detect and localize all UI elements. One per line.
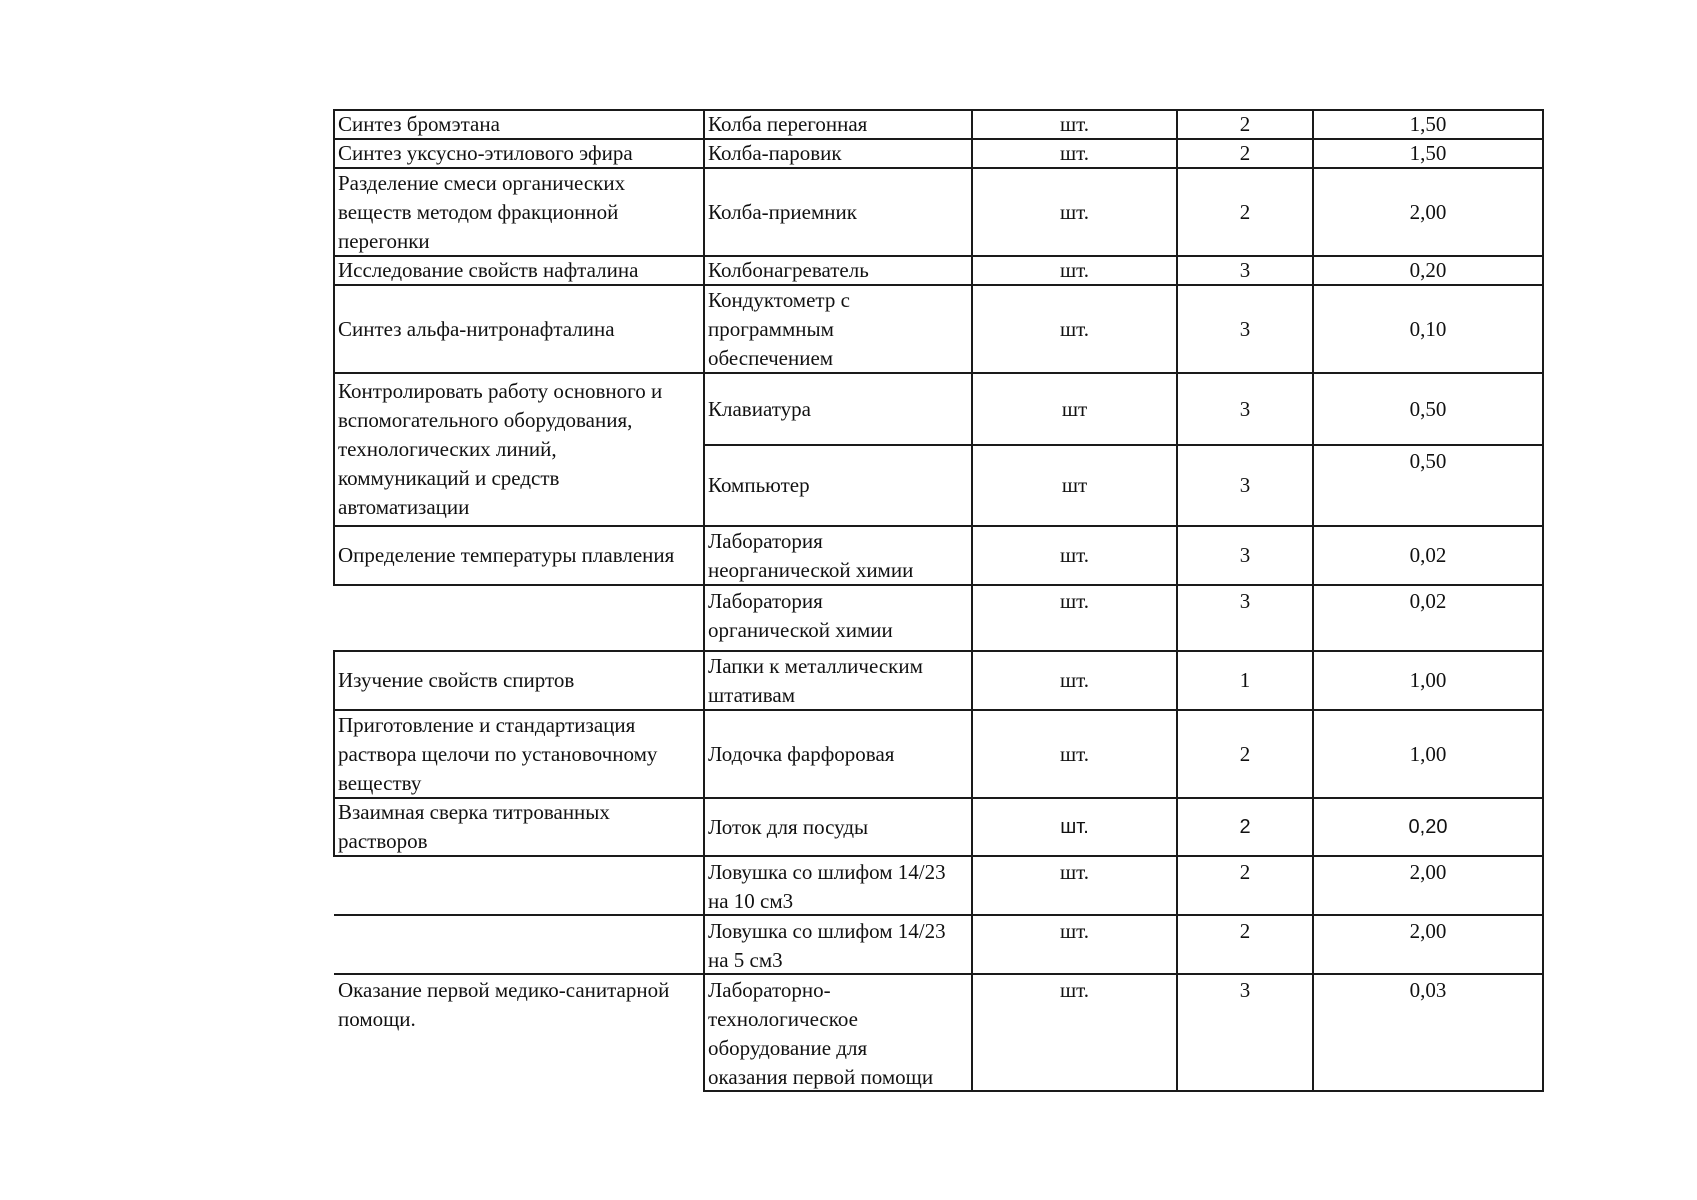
table-cell-item: Лабораторно- технологическое оборудование для оказания первой помощи <box>708 978 934 1089</box>
table-cell-item: Колба-приемник <box>708 199 857 224</box>
table-cell-level: 3 <box>1239 258 1251 282</box>
table-cell-unit: шт. <box>1059 741 1090 766</box>
table-cell-level: 3 <box>1239 978 1251 1002</box>
table-cell-unit: шт <box>1061 473 1088 497</box>
table-cell-work: Синтез альфа-нитронафталина <box>338 316 615 341</box>
table-cell-level: 2 <box>1239 141 1251 165</box>
table-cell-unit: шт. <box>1059 141 1090 165</box>
table-border <box>704 1090 1543 1092</box>
table-cell-level: 2 <box>1239 815 1251 838</box>
table-cell-item: Колбонагреватель <box>708 258 869 282</box>
table-border <box>334 525 1543 527</box>
table-cell-qty: 0,10 <box>1409 316 1447 341</box>
table-cell-item: Лодочка фарфоровая <box>708 741 895 766</box>
table-border <box>334 284 1543 286</box>
table-cell-unit: шт. <box>1059 978 1090 1002</box>
table-cell-work: Разделение смеси органических веществ методом фракционной перегонки <box>338 170 626 253</box>
table-cell-qty: 1,00 <box>1409 668 1447 692</box>
table-cell-item: Лапки к металлическим штативам <box>708 653 923 707</box>
table-cell-level: 2 <box>1239 919 1251 943</box>
table-border <box>334 914 1543 916</box>
table-cell-qty: 1,00 <box>1409 741 1447 766</box>
table-cell-qty: 2,00 <box>1409 199 1447 224</box>
table-cell-item: Колба-паровик <box>708 141 842 165</box>
table-cell-unit: шт. <box>1059 668 1090 692</box>
table-border <box>334 255 1543 257</box>
table-cell-work-merged: Контролировать работу основного и вспомогательного оборудования, технологических линий, коммуникаций и средств автоматизации <box>338 379 663 519</box>
table-cell-item: Ловушка со шлифом 14/23 на 10 см3 <box>708 860 946 913</box>
table-cell-work: Изучение свойств спиртов <box>338 668 575 692</box>
table-cell-qty: 0,20 <box>1409 258 1447 282</box>
table-border <box>1542 109 1544 1092</box>
table-border <box>971 109 973 1092</box>
table-border <box>334 372 1543 374</box>
table-cell-level: 2 <box>1239 860 1251 884</box>
table-cell-work: Синтез бромэтана <box>338 112 500 136</box>
table-cell-unit: шт. <box>1059 543 1090 567</box>
table-border <box>334 109 1543 111</box>
table-cell-qty: 0,20 <box>1408 815 1448 838</box>
table-border <box>333 109 335 586</box>
table-border <box>1176 109 1178 1092</box>
table-cell-item: Колба перегонная <box>708 112 868 136</box>
table-cell-unit: шт <box>1061 396 1088 421</box>
table-cell-item: Клавиатура <box>708 396 811 421</box>
table-border <box>333 650 335 857</box>
table-border <box>334 709 1543 711</box>
table-cell-work: Определение температуры плавления <box>338 543 675 567</box>
table-border <box>334 584 1543 586</box>
table-border <box>334 797 1543 799</box>
table-border <box>704 444 1543 446</box>
table-border <box>334 855 1543 857</box>
table-cell-level: 3 <box>1239 543 1251 567</box>
table-cell-level: 3 <box>1239 589 1251 613</box>
table-cell-unit: шт. <box>1059 316 1090 341</box>
table-cell-unit: шт. <box>1059 258 1090 282</box>
table-cell-qty: 0,50 <box>1409 396 1447 421</box>
table-cell-item: Кондуктометр с программным обеспечением <box>708 287 850 370</box>
table-border <box>334 650 1543 652</box>
table-cell-item: Лоток для посуды <box>708 814 869 839</box>
table-cell-unit: шт. <box>1059 199 1090 224</box>
table-border <box>334 167 1543 169</box>
table-cell-work: Синтез уксусно-этилового эфира <box>338 141 633 165</box>
table-cell-level: 3 <box>1239 396 1251 421</box>
table-cell-level: 1 <box>1239 668 1251 692</box>
table-cell-item: Ловушка со шлифом 14/23 на 5 см3 <box>708 919 946 972</box>
table-cell-level: 3 <box>1239 316 1251 341</box>
table-cell-item: Компьютер <box>708 473 810 497</box>
table-border <box>334 138 1543 140</box>
table-cell-work: Приготовление и стандартизация раствора щелочи по установочному веществу <box>338 712 658 795</box>
table-cell-level: 2 <box>1239 112 1251 136</box>
table-cell-qty: 2,00 <box>1409 860 1447 884</box>
table-cell-qty: 0,02 <box>1409 589 1447 613</box>
table-cell-work: Оказание первой медико-санитарной помощи. <box>338 978 670 1031</box>
table-cell-item: Лаборатория органической химии <box>708 589 893 642</box>
table-cell-unit: шт. <box>1059 112 1090 136</box>
table-cell-item: Лаборатория неорганической химии <box>708 528 914 582</box>
table-cell-qty: 1,50 <box>1409 112 1447 136</box>
table-border <box>334 973 1543 975</box>
table-cell-unit: шт. <box>1059 589 1090 613</box>
table-cell-level: 2 <box>1239 741 1251 766</box>
table-cell-unit: шт. <box>1060 815 1089 838</box>
table-cell-level: 3 <box>1239 473 1251 497</box>
table-cell-work: Исследование свойств нафталина <box>338 258 639 282</box>
table-cell-qty: 0,02 <box>1409 543 1447 567</box>
table-border <box>703 109 705 1092</box>
table-cell-qty: 1,50 <box>1409 141 1447 165</box>
table-border <box>1312 109 1314 1092</box>
table-cell-level: 2 <box>1239 199 1251 224</box>
table-cell-work: Взаимная сверка титрованных растворов <box>338 800 610 853</box>
table-cell-unit: шт. <box>1059 860 1090 884</box>
table-cell-qty: 0,03 <box>1409 978 1447 1002</box>
table-cell-unit: шт. <box>1059 919 1090 943</box>
table-cell-qty: 2,00 <box>1409 919 1447 943</box>
table-cell-qty: 0,50 <box>1409 449 1447 473</box>
